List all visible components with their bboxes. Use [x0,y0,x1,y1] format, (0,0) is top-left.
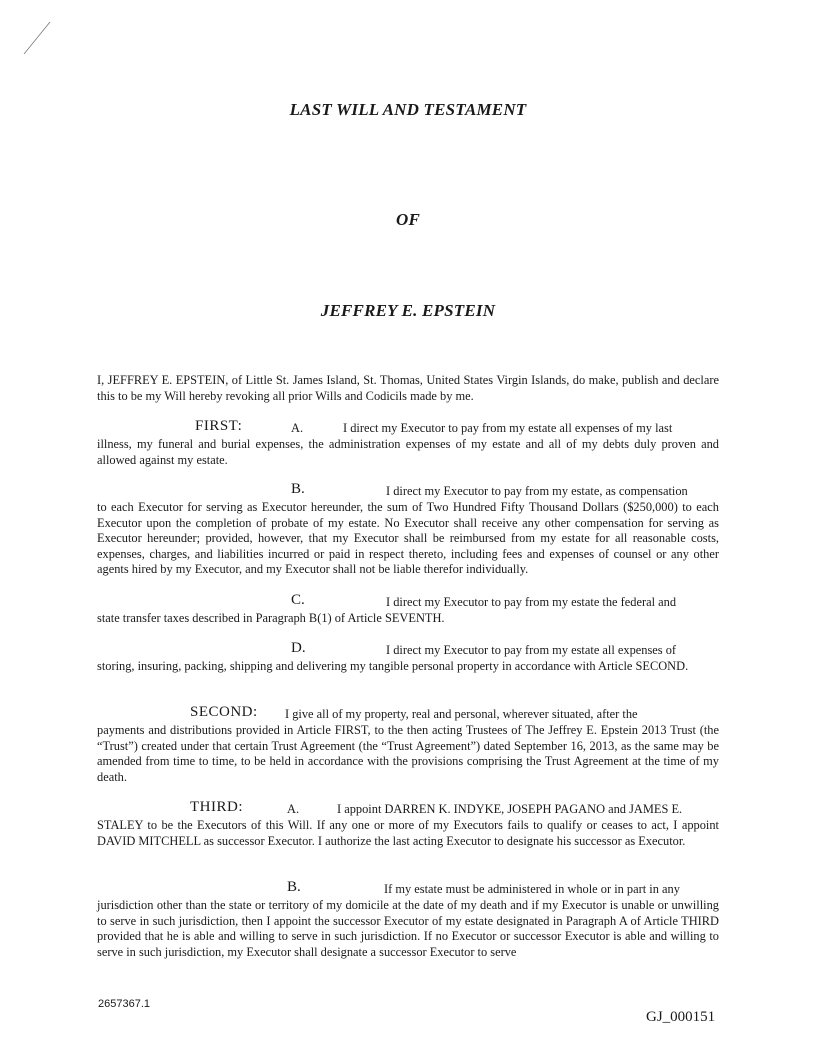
article-third-heading: THIRD: [190,799,243,815]
paragraph-text: STALEY to be the Executors of this Will. If any one or more of my Executors fails to qualify or ceases to act, I appoint DAVID MITCHELL as successor Executor. I authorize the last acting Executor to designate his successor as Executor. [97,818,719,848]
paragraph-label: A. [291,421,304,435]
paragraph-text: illness, my funeral and burial expenses, the administration expenses of my estate and all of my debts duly proven and allowed against my estate. [97,437,719,467]
paragraph-lead: I appoint DARREN K. INDYKE, JOSEPH PAGANO and JAMES E. [337,802,683,816]
article-first-d-head [97,640,719,659]
paragraph-label: B. [287,879,301,895]
article-third-b [97,879,719,960]
article-third-b-head [97,879,719,898]
paragraph-lead: I give all of my property, real and personal, wherever situated, after the [285,707,638,721]
paragraph-lead: I direct my Executor to pay from my estate all expenses of [386,643,677,657]
article-first-a-head [97,418,719,437]
testator-name: JEFFREY E. EPSTEIN [320,301,496,320]
document-title: LAST WILL AND TESTAMENT [289,100,527,119]
scan-mark-icon [20,20,60,60]
article-first-c [97,592,719,627]
intro-text: I, JEFFREY E. EPSTEIN, of Little St. James Island, St. Thomas, United States Virgin Islands, do make, publish and declare this to be my Will hereby revoking all prior Wills and Codicils made by me. [97,373,719,403]
paragraph-lead: I direct my Executor to pay from my estate all expenses of my last [343,421,673,435]
paragraph-text: to each Executor for serving as Executor hereunder, the sum of Two Hundred Fifty Thousand Dollars ($250,000) to each Executor upon the completion of probate of my estate. No Executor shall receive any other compensation for serving as Executor hereunder; provided, however, that my Executor shall be reimbursed from my estate for all reasonable costs, expenses, charges, and liabilities incurred or paid in respect thereto, including fees and expenses of counsel or any other agents hired by my Executor, and my Executor shall not be liable therefor individually. [97,500,719,577]
article-first-heading: FIRST: [195,418,243,434]
paragraph-text: jurisdiction other than the state or territory of my domicile at the date of my death and if my Executor is unable or unwilling to serve in such jurisdiction, then I appoint the successor Executor of my estate designated in Paragraph A of Article THIRD provided that he is able and willing to serve in such jurisdiction. If no Executor or successor Executor is able and willing to serve in such jurisdiction, my Executor shall designate a successor Executor to serve [97,898,719,959]
paragraph-label: B. [291,481,305,497]
paragraph-text: payments and distributions provided in Article FIRST, to the then acting Trustees of The Jeffrey E. Epstein 2013 Trust (the “Trust”) created under that certain Trust Agreement (the “Trust Agreement”) dated September 16, 2013, as the same may be amended from time to time, to be held in accordance with the provisions comprising the Trust Agreement at the time of my death. [97,723,719,784]
article-second-heading: SECOND: [190,704,258,720]
document-number: 2657367.1 [98,998,150,1010]
paragraph-text: storing, insuring, packing, shipping and delivering my tangible personal property in accordance with Article SECOND. [97,659,689,673]
article-first-c-head [97,592,719,611]
paragraph-label: A. [287,802,300,816]
document-of: OF [395,210,421,229]
paragraph-label: C. [291,592,305,608]
article-third-a-head [97,799,719,818]
intro-paragraph [97,373,719,404]
paragraph-lead: I direct my Executor to pay from my estate the federal and [386,595,677,609]
paragraph-label: D. [291,640,306,656]
article-first-d [97,640,719,675]
paragraph-text: state transfer taxes described in Paragraph B(1) of Article SEVENTH. [97,611,445,625]
article-second [97,704,719,785]
article-first-b [97,481,719,578]
paragraph-lead: If my estate must be administered in whole or in part in any [384,882,680,896]
paragraph-lead: I direct my Executor to pay from my estate, as compensation [386,484,688,498]
bates-number: GJ_000151 [646,1009,716,1025]
article-first-a [97,418,719,468]
article-third-a [97,799,719,849]
article-first-b-head [97,481,719,500]
article-second-head [97,704,719,723]
